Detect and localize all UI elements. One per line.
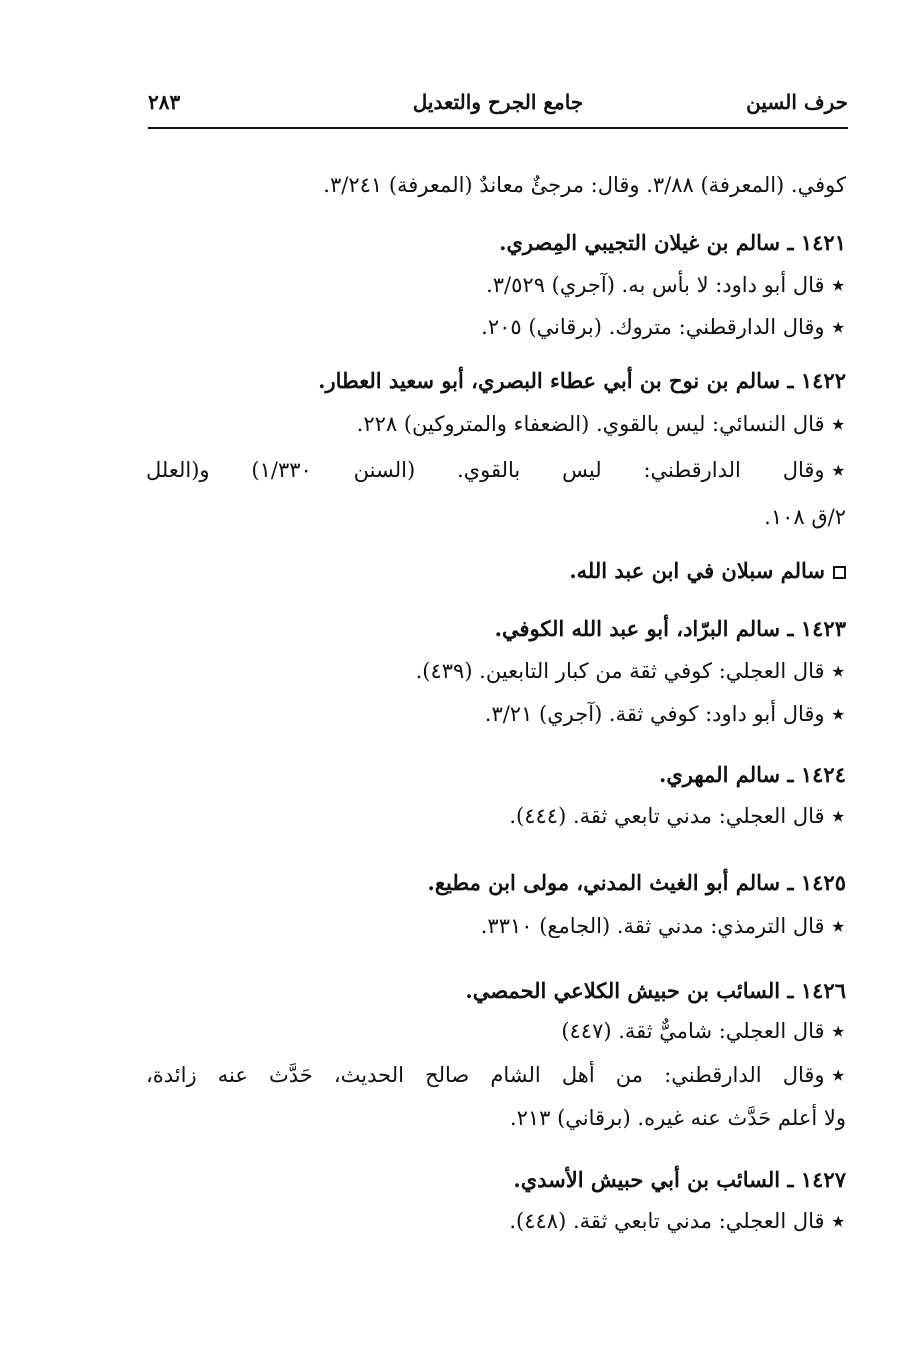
quote-line: ٭قال العجلي: كوفي ثقة من كبار التابعين. (٤٣٩). <box>415 658 844 683</box>
quote-line: ٭قال أبو داود: لا بأس به. (آجري) ٣/٥٢٩. <box>486 272 844 297</box>
page-number: ٢٨٣ <box>148 90 181 114</box>
continuation-line: ٢/ق ١٠٨. <box>764 505 846 529</box>
entry-title-1421: ١٤٢١ ـ سالم بن غيلان التجيبي المِصري. <box>499 230 846 255</box>
book-title: جامع الجرح والتعديل <box>412 90 584 114</box>
asterisk-bullet-icon: ٭ <box>832 803 844 828</box>
asterisk-bullet-icon: ٭ <box>832 1062 844 1087</box>
entry-title-1423: ١٤٢٣ ـ سالم البرّاد، أبو عبد الله الكوفي. <box>494 616 846 641</box>
quote-line: ٭قال العجلي: مدني تابعي ثقة. (٤٤٨). <box>509 1208 844 1233</box>
entry-title-1422: ١٤٢٢ ـ سالم بن نوح بن أبي عطاء البصري، أبو سعيد العطار. <box>318 368 846 393</box>
cross-reference: سالم سبلان في ابن عبد الله. <box>569 556 846 586</box>
asterisk-bullet-icon: ٭ <box>832 1018 844 1043</box>
quote-line: ٭قال العجلي: مدني تابعي ثقة. (٤٤٤). <box>509 803 844 828</box>
entry-title-1425: ١٤٢٥ ـ سالم أبو الغيث المدني، مولى ابن مطيع. <box>427 870 846 895</box>
continuation-line: ولا أعلم حَدَّث عنه غيره. (برقاني) ٢١٣. <box>509 1106 846 1130</box>
entry-title-1424: ١٤٢٤ ـ سالم المهري. <box>659 762 846 787</box>
white-square-icon <box>833 566 846 579</box>
entry-title-1426: ١٤٢٦ ـ السائب بن حبيش الكلاعي الحمصي. <box>465 978 846 1003</box>
asterisk-bullet-icon: ٭ <box>832 658 844 683</box>
chapter-title: حرف السين <box>746 90 848 114</box>
continuation-line: كوفي. (المعرفة) ٣/٨٨. وقال: مرجئٌ معاندٌ (المعرفة) ٣/٢٤١. <box>323 173 846 197</box>
asterisk-bullet-icon: ٭ <box>832 457 845 482</box>
asterisk-bullet-icon: ٭ <box>832 411 844 436</box>
asterisk-bullet-icon: ٭ <box>832 913 844 938</box>
asterisk-bullet-icon: ٭ <box>832 272 844 297</box>
quote-line: ٭قال الترمذي: مدني ثقة. (الجامع) ٣٣١٠. <box>480 913 844 938</box>
page-header <box>148 88 848 126</box>
quote-line: ٭وقال الدارقطني: ليس بالقوي. (السنن ١/٣٣٠) و(العلل <box>146 457 845 482</box>
quote-line: ٭وقال الدارقطني: من أهل الشام صالح الحديث، حَدَّث عنه زائدة، <box>146 1062 844 1087</box>
asterisk-bullet-icon: ٭ <box>832 1208 844 1233</box>
quote-line: ٭وقال الدارقطني: متروك. (برقاني) ٢٠٥. <box>481 314 844 339</box>
quote-line: ٭قال النسائي: ليس بالقوي. (الضعفاء والمتروكين) ٢٢٨. <box>356 411 844 436</box>
entry-title-1427: ١٤٢٧ ـ السائب بن أبي حبيش الأسدي. <box>513 1167 846 1192</box>
asterisk-bullet-icon: ٭ <box>832 701 844 726</box>
quote-line: ٭وقال أبو داود: كوفي ثقة. (آجري) ٣/٢١. <box>484 701 844 726</box>
asterisk-bullet-icon: ٭ <box>832 314 844 339</box>
header-divider <box>148 127 848 129</box>
quote-line: ٭قال العجلي: شاميٌّ ثقة. (٤٤٧) <box>561 1018 844 1043</box>
